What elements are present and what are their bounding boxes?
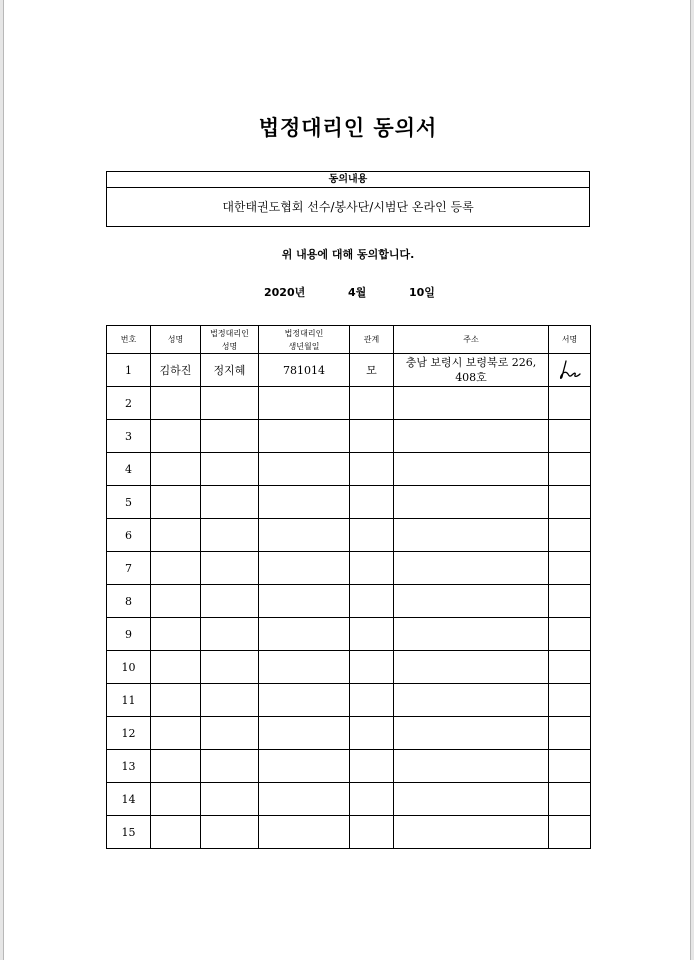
cell-no: 12 bbox=[107, 717, 151, 750]
cell-relation bbox=[350, 816, 394, 849]
cell-signature bbox=[549, 585, 591, 618]
document-page bbox=[3, 0, 691, 960]
consent-header: 동의내용 bbox=[107, 172, 589, 188]
cell-relation bbox=[350, 783, 394, 816]
consent-content: 대한태권도협회 선수/봉사단/시범단 온라인 등록 bbox=[222, 200, 474, 214]
header-guardian-birth-line2: 생년월일 bbox=[288, 341, 320, 351]
cell-guardian-birth bbox=[259, 783, 350, 816]
table-row bbox=[107, 684, 591, 717]
cell-signature bbox=[549, 552, 591, 585]
table-row bbox=[107, 816, 591, 849]
cell-guardian-birth bbox=[259, 717, 350, 750]
cell-name bbox=[151, 387, 201, 420]
cell-no: 5 bbox=[107, 486, 151, 519]
cell-address: 충남 보령시 보령북로 226, 408호 bbox=[394, 354, 549, 387]
cell-address bbox=[394, 750, 549, 783]
table-row bbox=[107, 486, 591, 519]
header-guardian-name-line1: 법정대리인 bbox=[210, 328, 249, 338]
table-row bbox=[107, 585, 591, 618]
cell-no: 6 bbox=[107, 519, 151, 552]
table-header-row bbox=[107, 326, 591, 354]
table-row bbox=[107, 618, 591, 651]
cell-relation bbox=[350, 750, 394, 783]
cell-name bbox=[151, 420, 201, 453]
cell-address bbox=[394, 420, 549, 453]
header-name: 성명 bbox=[151, 326, 201, 354]
cell-address bbox=[394, 783, 549, 816]
cell-address bbox=[394, 552, 549, 585]
consent-box bbox=[106, 171, 590, 227]
cell-guardian-name bbox=[201, 684, 259, 717]
header-signature: 서명 bbox=[549, 326, 591, 354]
guardian-table bbox=[106, 325, 591, 849]
cell-relation bbox=[350, 651, 394, 684]
cell-name bbox=[151, 783, 201, 816]
cell-address bbox=[394, 387, 549, 420]
cell-no: 9 bbox=[107, 618, 151, 651]
date-year: 2020년 bbox=[264, 286, 306, 299]
cell-no: 1 bbox=[107, 354, 151, 387]
cell-no: 3 bbox=[107, 420, 151, 453]
cell-address bbox=[394, 651, 549, 684]
cell-guardian-name bbox=[201, 816, 259, 849]
cell-guardian-name bbox=[201, 717, 259, 750]
cell-no: 10 bbox=[107, 651, 151, 684]
cell-guardian-name bbox=[201, 651, 259, 684]
header-guardian-birth bbox=[259, 326, 350, 354]
cell-signature bbox=[549, 816, 591, 849]
cell-signature bbox=[549, 684, 591, 717]
date-month: 4월 bbox=[348, 286, 367, 299]
cell-relation bbox=[350, 387, 394, 420]
agreement-statement: 위 내용에 대해 동의합니다. bbox=[281, 248, 415, 261]
header-address: 주소 bbox=[394, 326, 549, 354]
cell-signature bbox=[549, 750, 591, 783]
cell-signature bbox=[549, 717, 591, 750]
cell-guardian-birth bbox=[259, 552, 350, 585]
cell-guardian-name bbox=[201, 420, 259, 453]
cell-guardian-birth bbox=[259, 387, 350, 420]
cell-no: 7 bbox=[107, 552, 151, 585]
cell-no: 15 bbox=[107, 816, 151, 849]
header-relation: 관계 bbox=[350, 326, 394, 354]
cell-signature bbox=[549, 453, 591, 486]
cell-address bbox=[394, 519, 549, 552]
cell-name bbox=[151, 552, 201, 585]
table-row bbox=[107, 783, 591, 816]
cell-guardian-birth bbox=[259, 420, 350, 453]
cell-name bbox=[151, 486, 201, 519]
table-row bbox=[107, 387, 591, 420]
cell-guardian-name bbox=[201, 783, 259, 816]
cell-name bbox=[151, 453, 201, 486]
document-title: 법정대리인 동의서 bbox=[258, 116, 438, 140]
table-row bbox=[107, 354, 591, 387]
cell-relation bbox=[350, 717, 394, 750]
cell-relation bbox=[350, 486, 394, 519]
cell-guardian-name bbox=[201, 585, 259, 618]
cell-no: 8 bbox=[107, 585, 151, 618]
date-day: 10일 bbox=[409, 286, 435, 299]
cell-guardian-name bbox=[201, 453, 259, 486]
cell-guardian-birth bbox=[259, 453, 350, 486]
cell-guardian-birth bbox=[259, 618, 350, 651]
header-guardian-birth-line1: 법정대리인 bbox=[284, 328, 324, 338]
cell-signature bbox=[549, 651, 591, 684]
cell-guardian-birth bbox=[259, 684, 350, 717]
cell-signature bbox=[549, 519, 591, 552]
cell-name bbox=[151, 684, 201, 717]
cell-name bbox=[151, 750, 201, 783]
cell-no: 4 bbox=[107, 453, 151, 486]
cell-relation bbox=[350, 519, 394, 552]
cell-no: 14 bbox=[107, 783, 151, 816]
signature-icon bbox=[557, 359, 583, 381]
cell-relation bbox=[350, 585, 394, 618]
cell-name bbox=[151, 816, 201, 849]
cell-address bbox=[394, 816, 549, 849]
cell-address bbox=[394, 585, 549, 618]
table-row bbox=[107, 750, 591, 783]
cell-no: 11 bbox=[107, 684, 151, 717]
cell-relation bbox=[350, 552, 394, 585]
cell-name bbox=[151, 519, 201, 552]
cell-guardian-name bbox=[201, 552, 259, 585]
cell-address bbox=[394, 618, 549, 651]
header-no: 번호 bbox=[107, 326, 151, 354]
cell-guardian-name bbox=[201, 486, 259, 519]
cell-guardian-name bbox=[201, 618, 259, 651]
cell-name: 김하진 bbox=[151, 354, 201, 387]
cell-address bbox=[394, 486, 549, 519]
cell-guardian-birth bbox=[259, 585, 350, 618]
cell-no: 2 bbox=[107, 387, 151, 420]
cell-address bbox=[394, 717, 549, 750]
cell-guardian-name bbox=[201, 519, 259, 552]
cell-relation bbox=[350, 420, 394, 453]
cell-guardian-name: 정지혜 bbox=[201, 354, 259, 387]
cell-guardian-birth bbox=[259, 816, 350, 849]
cell-relation: 모 bbox=[350, 354, 394, 387]
cell-signature bbox=[549, 486, 591, 519]
cell-guardian-birth bbox=[259, 651, 350, 684]
cell-address bbox=[394, 684, 549, 717]
header-guardian-name-line2: 성명 bbox=[221, 341, 238, 351]
cell-guardian-name bbox=[201, 750, 259, 783]
cell-name bbox=[151, 585, 201, 618]
cell-address bbox=[394, 453, 549, 486]
cell-guardian-name bbox=[201, 387, 259, 420]
cell-relation bbox=[350, 618, 394, 651]
cell-signature bbox=[549, 387, 591, 420]
cell-name bbox=[151, 618, 201, 651]
table-row bbox=[107, 651, 591, 684]
cell-no: 13 bbox=[107, 750, 151, 783]
table-row bbox=[107, 519, 591, 552]
cell-relation bbox=[350, 684, 394, 717]
table-row bbox=[107, 552, 591, 585]
cell-name bbox=[151, 651, 201, 684]
table-row bbox=[107, 453, 591, 486]
cell-signature bbox=[549, 420, 591, 453]
cell-signature bbox=[549, 783, 591, 816]
cell-name bbox=[151, 717, 201, 750]
cell-guardian-birth: 781014 bbox=[259, 354, 350, 387]
table-row bbox=[107, 717, 591, 750]
cell-relation bbox=[350, 453, 394, 486]
cell-signature bbox=[549, 354, 591, 387]
cell-guardian-birth bbox=[259, 750, 350, 783]
cell-guardian-birth bbox=[259, 519, 350, 552]
cell-signature bbox=[549, 618, 591, 651]
header-guardian-name bbox=[201, 326, 259, 354]
table-row bbox=[107, 420, 591, 453]
cell-guardian-birth bbox=[259, 486, 350, 519]
